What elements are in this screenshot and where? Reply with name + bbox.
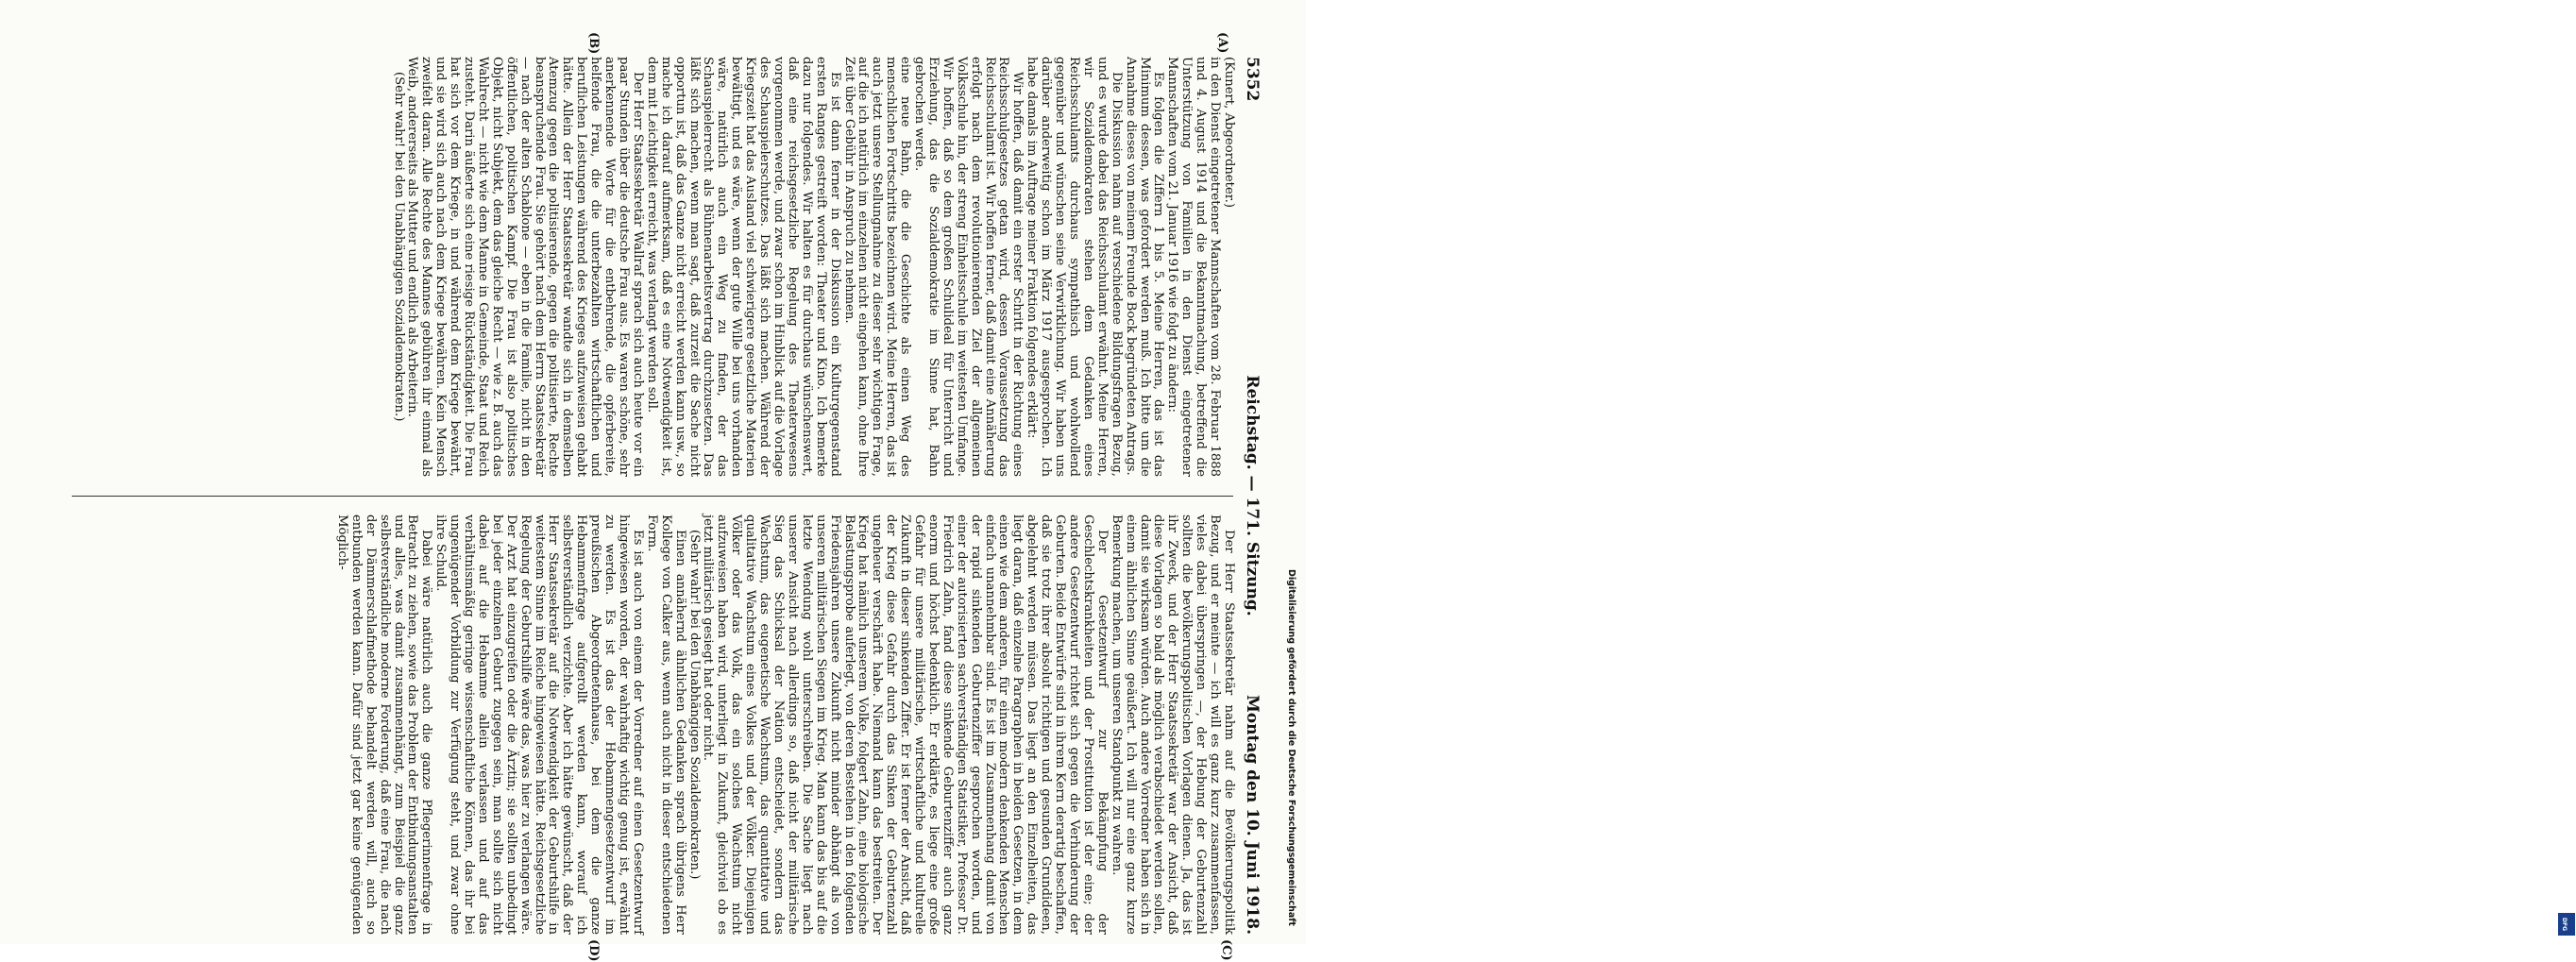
dfg-logo-icon — [2557, 912, 2576, 937]
page-number: 5352 — [1243, 57, 1262, 102]
paragraph: Es ist auch von einem der Vorredner auf einen Gesetzentwurf hingewiesen worden, der wahrhaftig wichtig genug ist, erwähnt zu werden. Es ist das der Hebammengesetzentwurf im preußischen Abgeordnetenhause, bei dem die ganze Hebammenfrage aufgerollt werden kann, worauf ich selbstverständlich verzichte. Aber ich hätte gewünscht, daß der Herr Staatssekretär auf die Notwendigkeit der Geburtshilfe in weitestem Sinne im Reiche hingewiesen hätte. Reichsgesetzliche Regelung der Geburtshilfe wäre das, was hier zu verlangen wäre. Der Arzt hat einzugreifen oder die Ärztin; sie sollten unbedingt bei jeder einzelnen Geburt zugegen sein, man sollte sich nicht dabei auf die Hebamme allein verlassen und auf das verhältnismäßig geringe wissenschaftliche Können, das ihr bei ungenügender Vorbildung zur Verfügung steht, und zwar ohne ihre Schuld. — [433, 515, 645, 935]
paragraph: Es ist dann ferner in der Diskussion ein Kulturgegenstand ersten Ranges gestreift worden: Theater und Kino. Ich bemerke dazu nur folgendes. Wir halten es für durchaus wünschenswert, daß eine reichsgesetzliche Regelung des Theaterwesens vorgenommen werde, und zwar schon im Hinblick auf die Vorlage des Schauspielerschutzes. Das läßt sich machen. Während der Kriegszeit hat das Ausland viel schwierigere gesetzliche Materien bewältigt, und es wäre, wenn der gute Wille bei uns vorhanden wäre, natürlich auch ein Weg zu finden, der das Schauspielerrecht als Bühnenarbeitsvertrag durchzusetzen. Das läßt sich machen, wenn man sagt, daß zurzeit die Sache nicht opportun ist, daß das Ganze nicht erreicht werden kann usw., so mache ich darauf aufmerksam, daß es eine Notwendigkeit ist, dem mit Leichtigkeit erreicht, was verlangt werden soll. — [644, 57, 842, 477]
right-column — [334, 515, 1235, 935]
margin-marker-c: (C) — [1219, 939, 1233, 961]
paragraph: Dabei wäre natürlich auch die ganze Pflegerinnenfrage in Betracht zu ziehen, sowie das Problem der Entbindungsanstalten und alles, was damit zusammenhängt, zum Beispiel die ganz selbstverständliche moderne Forderung, daß eine Frau, die nach der Dämmerschlafmethode behandelt werden will, auch so entbunden werden kann. Dafür sind jetzt gar keine genügenden Möglich- — [334, 515, 434, 935]
left-column — [391, 57, 1235, 477]
digitization-footer — [1276, 0, 2568, 944]
paragraph: Der Herr Staatssekretär nahm auf die Bevölkerungspolitik Bezug, und er meinte — ich will es ganz kurz zusammenfassen, vieles dabei überspringen —, der Hebung der Geburtenzahl sollten die bevölkerungspolitischen Vorlagen dienen. Ja, das ist ihr Zweck, und der Herr Staatssekretär war der Ansicht, daß diese Vorlagen so bald als möglich verabschiedet werden sollen, damit sie wirksam würden. Auch andere Vorredner haben sich in einem ähnlichen Sinne geäußert. Ich will nur eine ganz kurze Bemerkung machen, um unseren Standpunkt zu wahren. — [1109, 515, 1236, 935]
digitization-note: Digitalisierung gefördert durch die Deutsche Forschungsgemeinschaft — [1286, 569, 1296, 926]
session-title: Reichstag. — 171. Sitzung. — [1243, 375, 1262, 616]
margin-marker-a: (A) — [1215, 32, 1229, 54]
quoted-paragraph: Wir hoffen, daß damit ein erster Schritt in der Richtung eines Reichsschulgesetzes getan wird, dessen Voraussetzung das Reichsschulamt ist. Wir hoffen ferner, daß damit eine Annäherung erfolgt nach dem revolutionierenden Ziel der allgemeinen Volksschule hin, der streng Einheitsschule im weitesten Umfange. Wir hoffen, daß so dem großen Schulideal für Unterricht und Erziehung, das die Sozialdemokratie im Sinne hat, Bahn gebrochen werde. — [912, 57, 1025, 477]
dfg-logo-text: DFG — [2561, 917, 2568, 932]
paragraph: Der Herr Staatssekretär Wallraf sprach sich auch heute vor ein paar Stunden über die deutsche Frau aus. Es waren schöne, sehr anerkennende Worte für die entbehrende, die opferbereite, helfende Frau, die die unterbezahlten wirtschaftlichen und beruflichen Leistungen während des Krieges aufzuweisen gehabt hätte. Allein der Herr Staatssekretär wandte sich in demselben Atemzug gegen die politisierende, gegen die politisierte, Rechte beanspruchende Frau. Sie gehört nach dem Herrn Staatssekretär — nach der alten Schablone — eben in die Familie, nicht in den öffentlichen, politischen Kampf. Die Frau ist also politisches Objekt, nicht Subjekt, dem das gleiche Recht — wie z. B. auch das Wahlrecht — nicht wie dem Manne in Gemeinde, Staat und Reich zusteht. Darin äußerte sich eine riesige Rückständigkeit. Die Frau hat sich vor dem Kriege, in und während dem Kriege bewährt, und sie wird sich auch nach dem Kriege bewähren. Kein Mensch zweifelt daran. Alle Rechte des Mannes gebühren ihr einmal als Weib, andererseits als Mutter und endlich als Arbeiterin. — [405, 57, 645, 477]
paragraph: in den Dienst eingetretener Mannschaften vom 28. Februar 1888 und 4. August 1914 und die Bekanntmachung, betreffend die Unterstützung von Familien in den Dienst eingetretener Mannschaften vom 21. Januar 1916 wie folgt zu ändern: — [1165, 57, 1223, 477]
margin-marker-d: (D) — [586, 939, 601, 962]
paragraph: Die Diskussion nahm auf verschiedene Bildungsfragen Bezug, und es wurde dabei das Reichsschulamt erwähnt. Meine Herren, wir Sozialdemokraten stehen dem Gedanken eines Reichsschulamts durchaus sympathisch und wohlwollend gegenüber und wünschen seine Verwirklichung. Wir haben uns darüber anderweitig schon im März 1917 ausgesprochen. Ich habe damals im Auftrage meiner Fraktion folgendes erklärt: — [1025, 57, 1124, 477]
paragraph: Es folgen die Ziffern 1 bis 5. Meine Herren, das ist das Minimum dessen, was gefordert werden muß. Ich bitte um die Annahme dieses von meinem Freunde Bock begründeten Antrags. — [1123, 57, 1166, 477]
interjection: (Sehr wahr! bei den Unabhängigen Sozialdemokraten.) — [391, 72, 406, 422]
margin-marker-b: (B) — [586, 32, 601, 55]
paragraph: Einen annähernd ähnlichen Gedanken sprach übrigens Herr Kollege von Calker aus, wenn auch nicht in dieser entschiedenen Form. — [644, 515, 687, 935]
interjection: (Sehr wahr! bei den Unabhängigen Sozialdemokraten.) — [686, 530, 702, 880]
speaker-note: (Kunert, Abgeordneter.) — [1222, 57, 1236, 208]
column-divider — [72, 496, 1233, 497]
paragraph: Der Gesetzentwurf zur Bekämpfung der Geschlechtskrankheiten und der Prostitution ist der eine; der andere Gesetzentwurf richtet sich gegen die Verhinderung der Geburten. Beide Entwürfe sind in ihrem Kern derartig beschaffen, daß sie trotz ihrer absolut richtigen und gesunden Grundideen, abgelehnt werden müssen. Das liegt an den Einzelheiten, das liegt daran, daß einzelne Paragraphen in beiden Gesetzen, in dem einen wie dem anderen, für einen modern denkenden Menschen einfach unannehmbar sind. Es ist im Zusammenhang damit von der rapid sinkenden Geburtenziffer gesprochen worden, und einer der autorisierten sachverständigen Statistiker, Professor Dr. Friedrich Zahn, fand diese sinkende Geburtenziffer auch ganz enorm und höchst bedenklich. Er erklärte, es liege eine große Gefahr für unsere militärische, wirtschaftliche und kulturelle Zukunft in dieser sinkenden Ziffer. Er ist ferner der Ansicht, daß der Krieg diese Gefahr durch das Sinken der Geburtenzahl ungeheuer verschärft habe. Niemand kann das bestreiten. Der Krieg hat nämlich unserem Volke, folgert Zahn, eine biologische Belastungsprobe auferlegt, von deren Bestehen in den folgenden Friedensjahren unsere Zukunft nicht minder abhängt als von unseren militärischen Siegen im Krieg. Man kann das bis auf die letzte Wendung wohl unterschreiben. Die Sache liegt nach unserer Ansicht nach allerdings so, daß nicht der militärische Sieg das Schicksal der Nation entscheidet, sondern das Wachstum, das eugenetische Wachstum, das quantitative und qualitative Wachstum eines Volkes und der Völker. Diejenigen Völker oder das Volk, das ein solches Wachstum nicht aufzuweisen haben wird, unterliegt in Zukunft, gleichviel ob es jetzt militärisch gesiegt hat oder nicht. — [701, 515, 1110, 935]
page-header — [1241, 57, 1262, 935]
session-date: Montag den 10. Juni 1918. — [1243, 694, 1262, 935]
paragraph: eine neue Bahn, die die Geschichte als einen Weg des menschlichen Fortschritts bezeichnen wird. Meine Herren, das ist auch jetzt unsere Stellungnahme zu dieser sehr wichtigen Frage, auf die ich natürlich im einzelnen nicht eingehen kann, ohne Ihre Zeit über Gebühr in Anspruch zu nehmen. — [841, 57, 913, 477]
rotated-page-content — [48, 32, 1262, 962]
